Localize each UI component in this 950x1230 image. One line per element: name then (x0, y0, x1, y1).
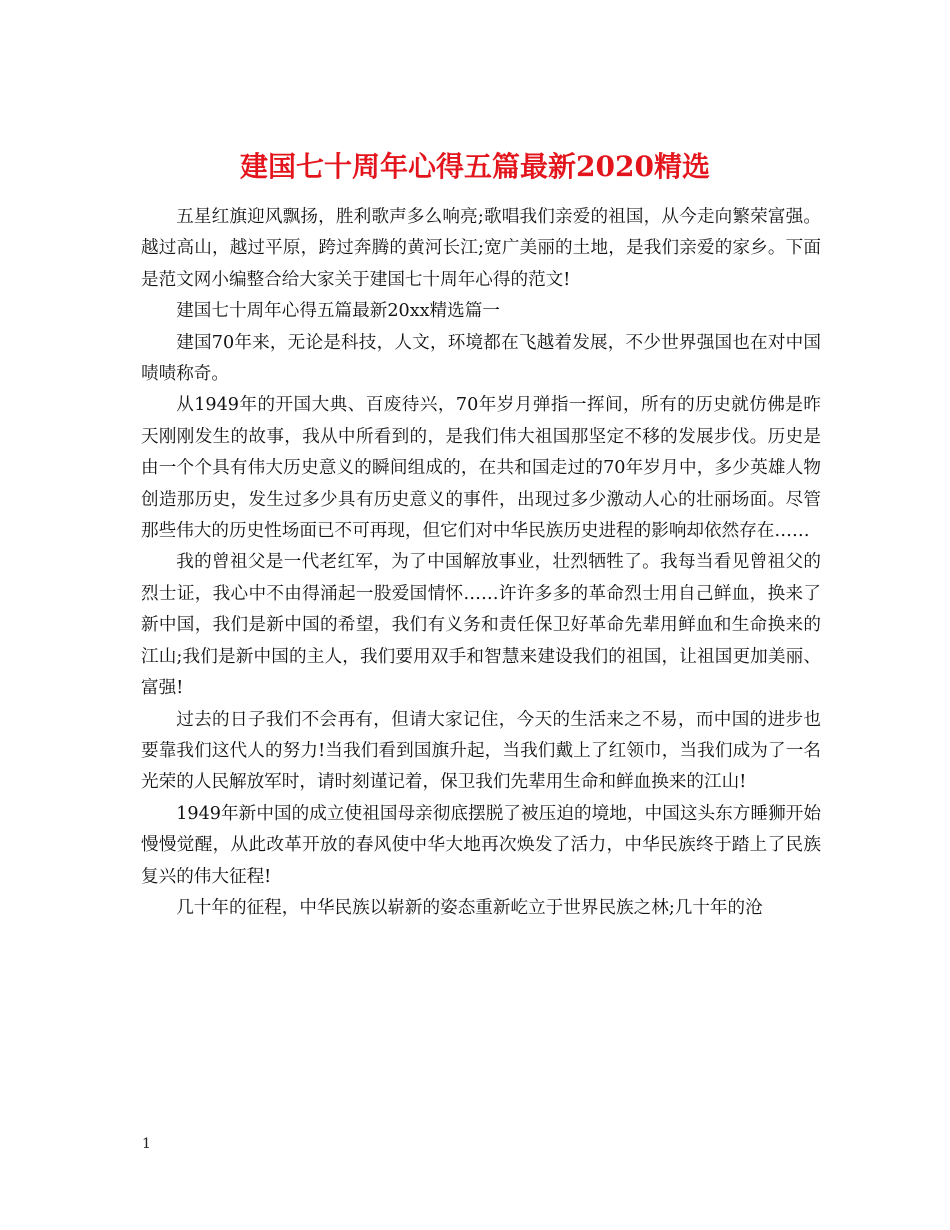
paragraph: 从1949年的开国大典、百废待兴，70年岁月弹指一挥间，所有的历史就仿佛是昨天刚刚发生的故事，我从中所看到的，是我们伟大祖国那坚定不移的发展步伐。历史是由一个个具有伟大历史意义的瞬间组成的，在共和国走过的70年岁月中，多少英雄人物创造那历史，发生过多少具有历史意义的事件，出现过多少激动人心的壮丽场面。尽管那些伟大的历史性场面已不可再现，但它们对中华民族历史进程的影响却依然存在…… (141, 395, 821, 542)
paragraph: 建国70年来，无论是科技，人文，环境都在飞越着发展，不少世界强国也在对中国啧啧称奇。 (141, 332, 821, 385)
paragraph: 我的曾祖父是一代老红军，为了中国解放事业，壮烈牺牲了。我每当看见曾祖父的烈士证，我心中不由得涌起一股爱国情怀……许许多多的革命烈士用自己鲜血，换来了新中国，我们是新中国的希望，我们有义务和责任保卫好革命先辈用鲜血和生命换来的江山;我们是新中国的主人，我们要用双手和智慧来建设我们的祖国，让祖国更加美丽、富强! (141, 552, 821, 699)
paragraph: 过去的日子我们不会再有，但请大家记住，今天的生活来之不易，而中国的进步也要靠我们这代人的努力!当我们看到国旗升起，当我们戴上了红领巾，当我们成为了一名光荣的人民解放军时，请时刻谨记着，保卫我们先辈用生命和鲜血换来的江山! (141, 709, 821, 793)
paragraph: 1949年新中国的成立使祖国母亲彻底摆脱了被压迫的境地，中国这头东方睡狮开始慢慢觉醒，从此改革开放的春风使中华大地再次焕发了活力，中华民族终于踏上了民族复兴的伟大征程! (141, 803, 821, 887)
page-number: 1 (142, 1136, 151, 1152)
document-title: 建国七十周年心得五篇最新2020精选 (240, 149, 710, 183)
paragraph: 几十年的征程，中华民族以崭新的姿态重新屹立于世界民族之林;几十年的沧 (176, 897, 763, 918)
paragraph-intro: 五星红旗迎风飘扬，胜利歌声多么响亮;歌唱我们亲爱的祖国，从今走向繁荣富强。越过高山，越过平原，跨过奔腾的黄河长江;宽广美丽的土地，是我们亲爱的家乡。下面是范文网小编整合给大家关于建国七十周年心得的范文! (141, 207, 821, 290)
document-body (141, 202, 821, 924)
section-heading: 建国七十周年心得五篇最新20xx精选篇一 (176, 301, 500, 322)
